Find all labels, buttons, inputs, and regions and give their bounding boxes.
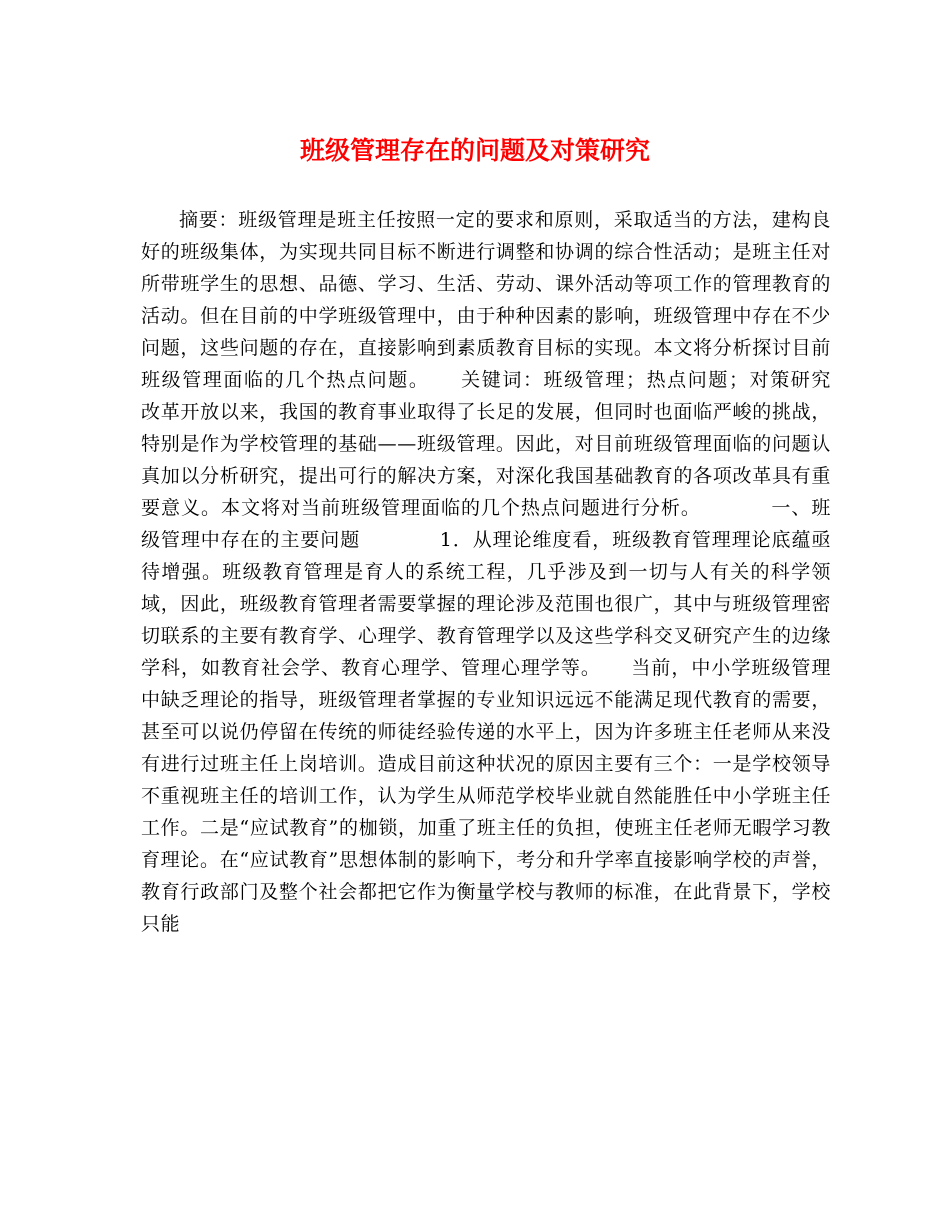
document-title: 班级管理存在的问题及对策研究 xyxy=(299,136,650,165)
document-body: 摘要：班级管理是班主任按照一定的要求和原则，采取适当的方法，建构良好的班级集体，为实现共同目标不断进行调整和协调的综合性活动；是班主任对所带班学生的思想、品德、学习、生活、劳动、课外活动等项工作的管理教育的活动。但在目前的中学班级管理中，由于种种因素的影响，班级管理中存在不少问题，这些问题的存在，直接影响到素质教育目标的实现。本文将分析探讨目前班级管理面临的几个热点问题。 关键词：班级管理；热点问题；对策研究 改革开放以来，我国的教育事业取得了长足的发展，但同时也面临严峻的挑战，特别是作为学校管理的基础——班级管理。因此，对目前班级管理面临的问题认真加以分析研究，提出可行的解决方案，对深化我国基础教育的各项改革具有重要意义。本文将对当前班级管理面临的几个热点问题进行分析。 一、班级管理中存在的主要问题 1．从理论维度看，班级教育管理理论底蕴亟待增强。班级教育管理是育人的系统工程，几乎涉及到一切与人有关的科学领域，因此，班级教育管理者需要掌握的理论涉及范围也很广，其中与班级管理密切联系的主要有教育学、心理学、教育管理学以及这些学科交叉研究产生的边缘学科，如教育社会学、教育心理学、管理心理学等。 当前，中小学班级管理中缺乏理论的指导，班级管理者掌握的专业知识远远不能满足现代教育的需要，甚至可以说仍停留在传统的师徒经验传递的水平上，因为许多班主任老师从来没有进行过班主任上岗培训。造成目前这种状况的原因主要有三个：一是学校领导不重视班主任的培训工作，认为学生从师范学校毕业就自然能胜任中小学班主任工作。二是“应试教育”的枷锁，加重了班主任的负担，使班主任老师无暇学习教育理论。在“应试教育”思想体制的影响下，考分和升学率直接影响学校的声誉，教育行政部门及整个社会都把它作为衡量学校与教师的标准，在此背景下，学校只能 xyxy=(141,209,910,935)
